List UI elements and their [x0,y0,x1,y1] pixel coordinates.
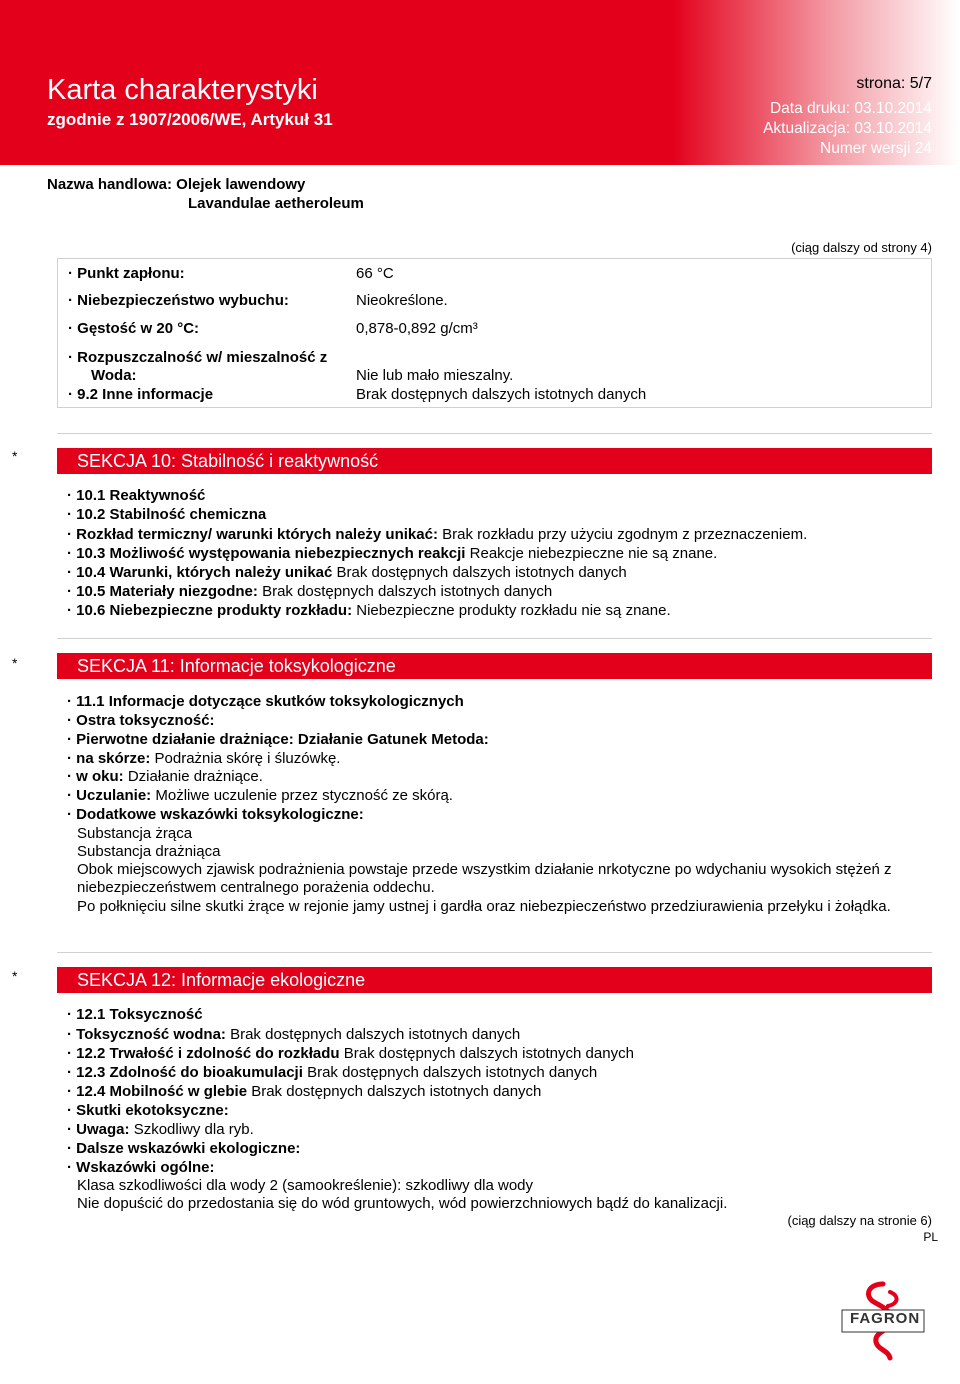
s11-l7: · Dodatkowe wskazówki toksykologiczne: [67,806,364,823]
s11-l5-label: · w oku: [67,768,124,785]
section-11-star: * [12,655,18,671]
s12-l3-value: Brak dostępnych dalszych istotnych danych [343,1045,634,1062]
s10-l3-label: · Rozkład termiczny/ warunki których należy unikać: [67,526,438,543]
explosion-row [68,292,448,309]
section-11-title: SEKCJA 11: Informacje toksykologiczne [57,653,932,679]
water-value: Nie lub mało mieszalny. [356,367,514,384]
section-11-divider [57,638,932,639]
continued-from-note: (ciąg dalszy od strony 4) [791,240,932,255]
s10-line-1 [67,487,205,505]
s10-line-6 [67,583,552,601]
s12-line-1 [67,1006,203,1024]
trade-name-line2: Lavandulae aetheroleum [188,195,364,212]
print-date: Data druku: 03.10.2014 [769,100,932,117]
s11-line-4 [67,750,340,768]
s10-l6-value: Brak dostępnych dalszych istotnych danych [262,583,553,600]
s12-l6: · Skutki ekotoksyczne: [67,1102,229,1119]
s10-l7-label: · 10.6 Niebezpieczne produkty rozkładu: [67,602,353,619]
s10-l6-label: · 10.5 Materiały niezgodne: [67,583,258,600]
s10-line-5 [67,564,627,582]
continued-to-note: (ciąg dalszy na stronie 6) [787,1213,932,1228]
s10-l5-value: Brak dostępnych dalszych istotnych danych [336,564,627,581]
s10-l5-label: · 10.4 Warunki, których należy unikać [67,564,333,581]
s12-line-5 [67,1083,541,1101]
s12-l4-value: Brak dostępnych dalszych istotnych danych [307,1064,598,1081]
page-number: strona: 5/7 [856,75,932,92]
language-code: PL [923,1230,938,1244]
s12-line-7 [67,1121,254,1139]
s11-line-2 [67,712,215,730]
s12-l8: · Dalsze wskazówki ekologiczne: [67,1140,301,1157]
version-number: Numer wersji 24 [820,140,932,157]
s11-para-2: Substancja drażniąca [77,843,221,860]
s10-line-7 [67,602,671,620]
fagron-logo-text: FAGRON [850,1310,921,1327]
section-10-star: * [12,448,18,464]
document-meta [763,74,932,159]
s12-l7-value: Szkodliwy dla ryb. [133,1121,254,1138]
trade-name-line1: Nazwa handlowa: Olejek lawendowy [47,176,306,193]
s12-l9: · Wskazówki ogólne: [67,1159,215,1176]
section-10-divider [57,433,932,434]
s10-line-4 [67,545,717,563]
s10-l4-value: Reakcje niebezpieczne nie są znane. [469,545,718,562]
s10-line-3 [67,526,807,544]
s11-l1: · 11.1 Informacje dotyczące skutków toksykologicznych [67,693,464,710]
other-info-label: · 9.2 Inne informacje [68,386,214,403]
s10-l1: · 10.1 Reaktywność [67,487,206,504]
s11-line-3 [67,731,489,749]
explosion-value: Nieokreślone. [356,292,448,309]
s12-line-2 [67,1026,520,1044]
s10-l4-label: · 10.3 Możliwość występowania niebezpiecznych reakcji [67,545,466,562]
flash-point-value: 66 °C [356,265,394,282]
s12-line-8 [67,1140,300,1158]
s11-l2: · Ostra toksyczność: [67,712,215,729]
s11-line-1 [67,693,464,711]
s11-para-1: Substancja żrąca [77,825,193,842]
s10-l2: · 10.2 Stabilność chemiczna [67,506,267,523]
explosion-label: · Niebezpieczeństwo wybuchu: [68,292,289,309]
section-12-star: * [12,968,18,984]
s11-l3: · Pierwotne działanie drażniące: Działanie Gatunek Metoda: [67,731,489,748]
s12-l5-value: Brak dostępnych dalszych istotnych danych [251,1083,542,1100]
section-12-divider [57,952,932,953]
s12-line-4 [67,1064,597,1082]
s10-line-2 [67,506,266,524]
s11-para-3: Obok miejscowych zjawisk podrażnienia powstaje przede wszystkim działanie nrkotyczne po wdychaniu wysokich stężeń z niebezpieczeństwem centralnego porażenia oddechu. [77,861,892,896]
s11-para-4: Po połknięciu silne skutki żrące w rejonie jamy ustnej i gardła oraz niebezpieczeństwo przedziurawienia przełyku i żołądka. [77,898,891,915]
document-subtitle: zgodnie z 1907/2006/WE, Artykuł 31 [47,110,333,129]
update-date: Aktualizacja: 03.10.2014 [763,120,932,137]
s12-l7-label: · Uwaga: [67,1121,130,1138]
s12-line-6 [67,1102,229,1120]
s11-l5-value: Działanie drażniące. [127,768,263,785]
s11-line-5 [67,768,263,786]
s12-l2-value: Brak dostępnych dalszych istotnych danych [230,1026,521,1043]
s12-para-1: Klasa szkodliwości dla wody 2 (samookreślenie): szkodliwy dla wody [77,1177,534,1194]
s11-l4-label: · na skórze: [67,750,151,767]
s12-l2-label: · Toksyczność wodna: [67,1026,226,1043]
flash-point-row [68,265,394,282]
properties-box [57,258,932,408]
s12-line-9 [67,1159,215,1177]
s12-l5-label: · 12.4 Mobilność w glebie [67,1083,248,1100]
s11-line-6 [67,787,453,805]
trade-name [47,175,364,213]
water-row [91,367,514,384]
other-info-value: Brak dostępnych dalszych istotnych danych [356,386,647,403]
s11-l4-value: Podrażnia skórę i śluzówkę. [154,750,341,767]
other-info-row [68,386,647,403]
density-label: · Gęstość w 20 °C: [68,320,200,337]
density-row [68,320,478,337]
solubility-row [68,349,327,366]
s11-line-7 [67,806,364,824]
flash-point-label: · Punkt zapłonu: [68,265,185,282]
s10-l3-value: Brak rozkładu przy użyciu zgodnym z przeznaczeniem. [442,526,808,543]
section-10-title: SEKCJA 10: Stabilność i reaktywność [57,448,932,474]
s12-l3-label: · 12.2 Trwałość i zdolność do rozkładu [67,1045,340,1062]
s12-para-2: Nie dopuścić do przedostania się do wód gruntowych, wód powierzchniowych bądź do kanalizacji. [77,1195,728,1212]
s12-line-3 [67,1045,634,1063]
section-12-title: SEKCJA 12: Informacje ekologiczne [57,967,932,993]
solubility-label: · Rozpuszczalność w/ mieszalność z [68,349,328,366]
s12-l1: · 12.1 Toksyczność [67,1006,203,1023]
water-label: Woda: [91,367,137,384]
s10-l7-value: Niebezpieczne produkty rozkładu nie są znane. [356,602,671,619]
s11-l6-label: · Uczulanie: [67,787,152,804]
s12-l4-label: · 12.3 Zdolność do bioakumulacji [67,1064,303,1081]
s11-l6-value: Możliwe uczulenie przez styczność ze skórą. [155,787,453,804]
density-value: 0,878-0,892 g/cm³ [356,320,478,337]
document-title: Karta charakterystyki [47,74,318,106]
